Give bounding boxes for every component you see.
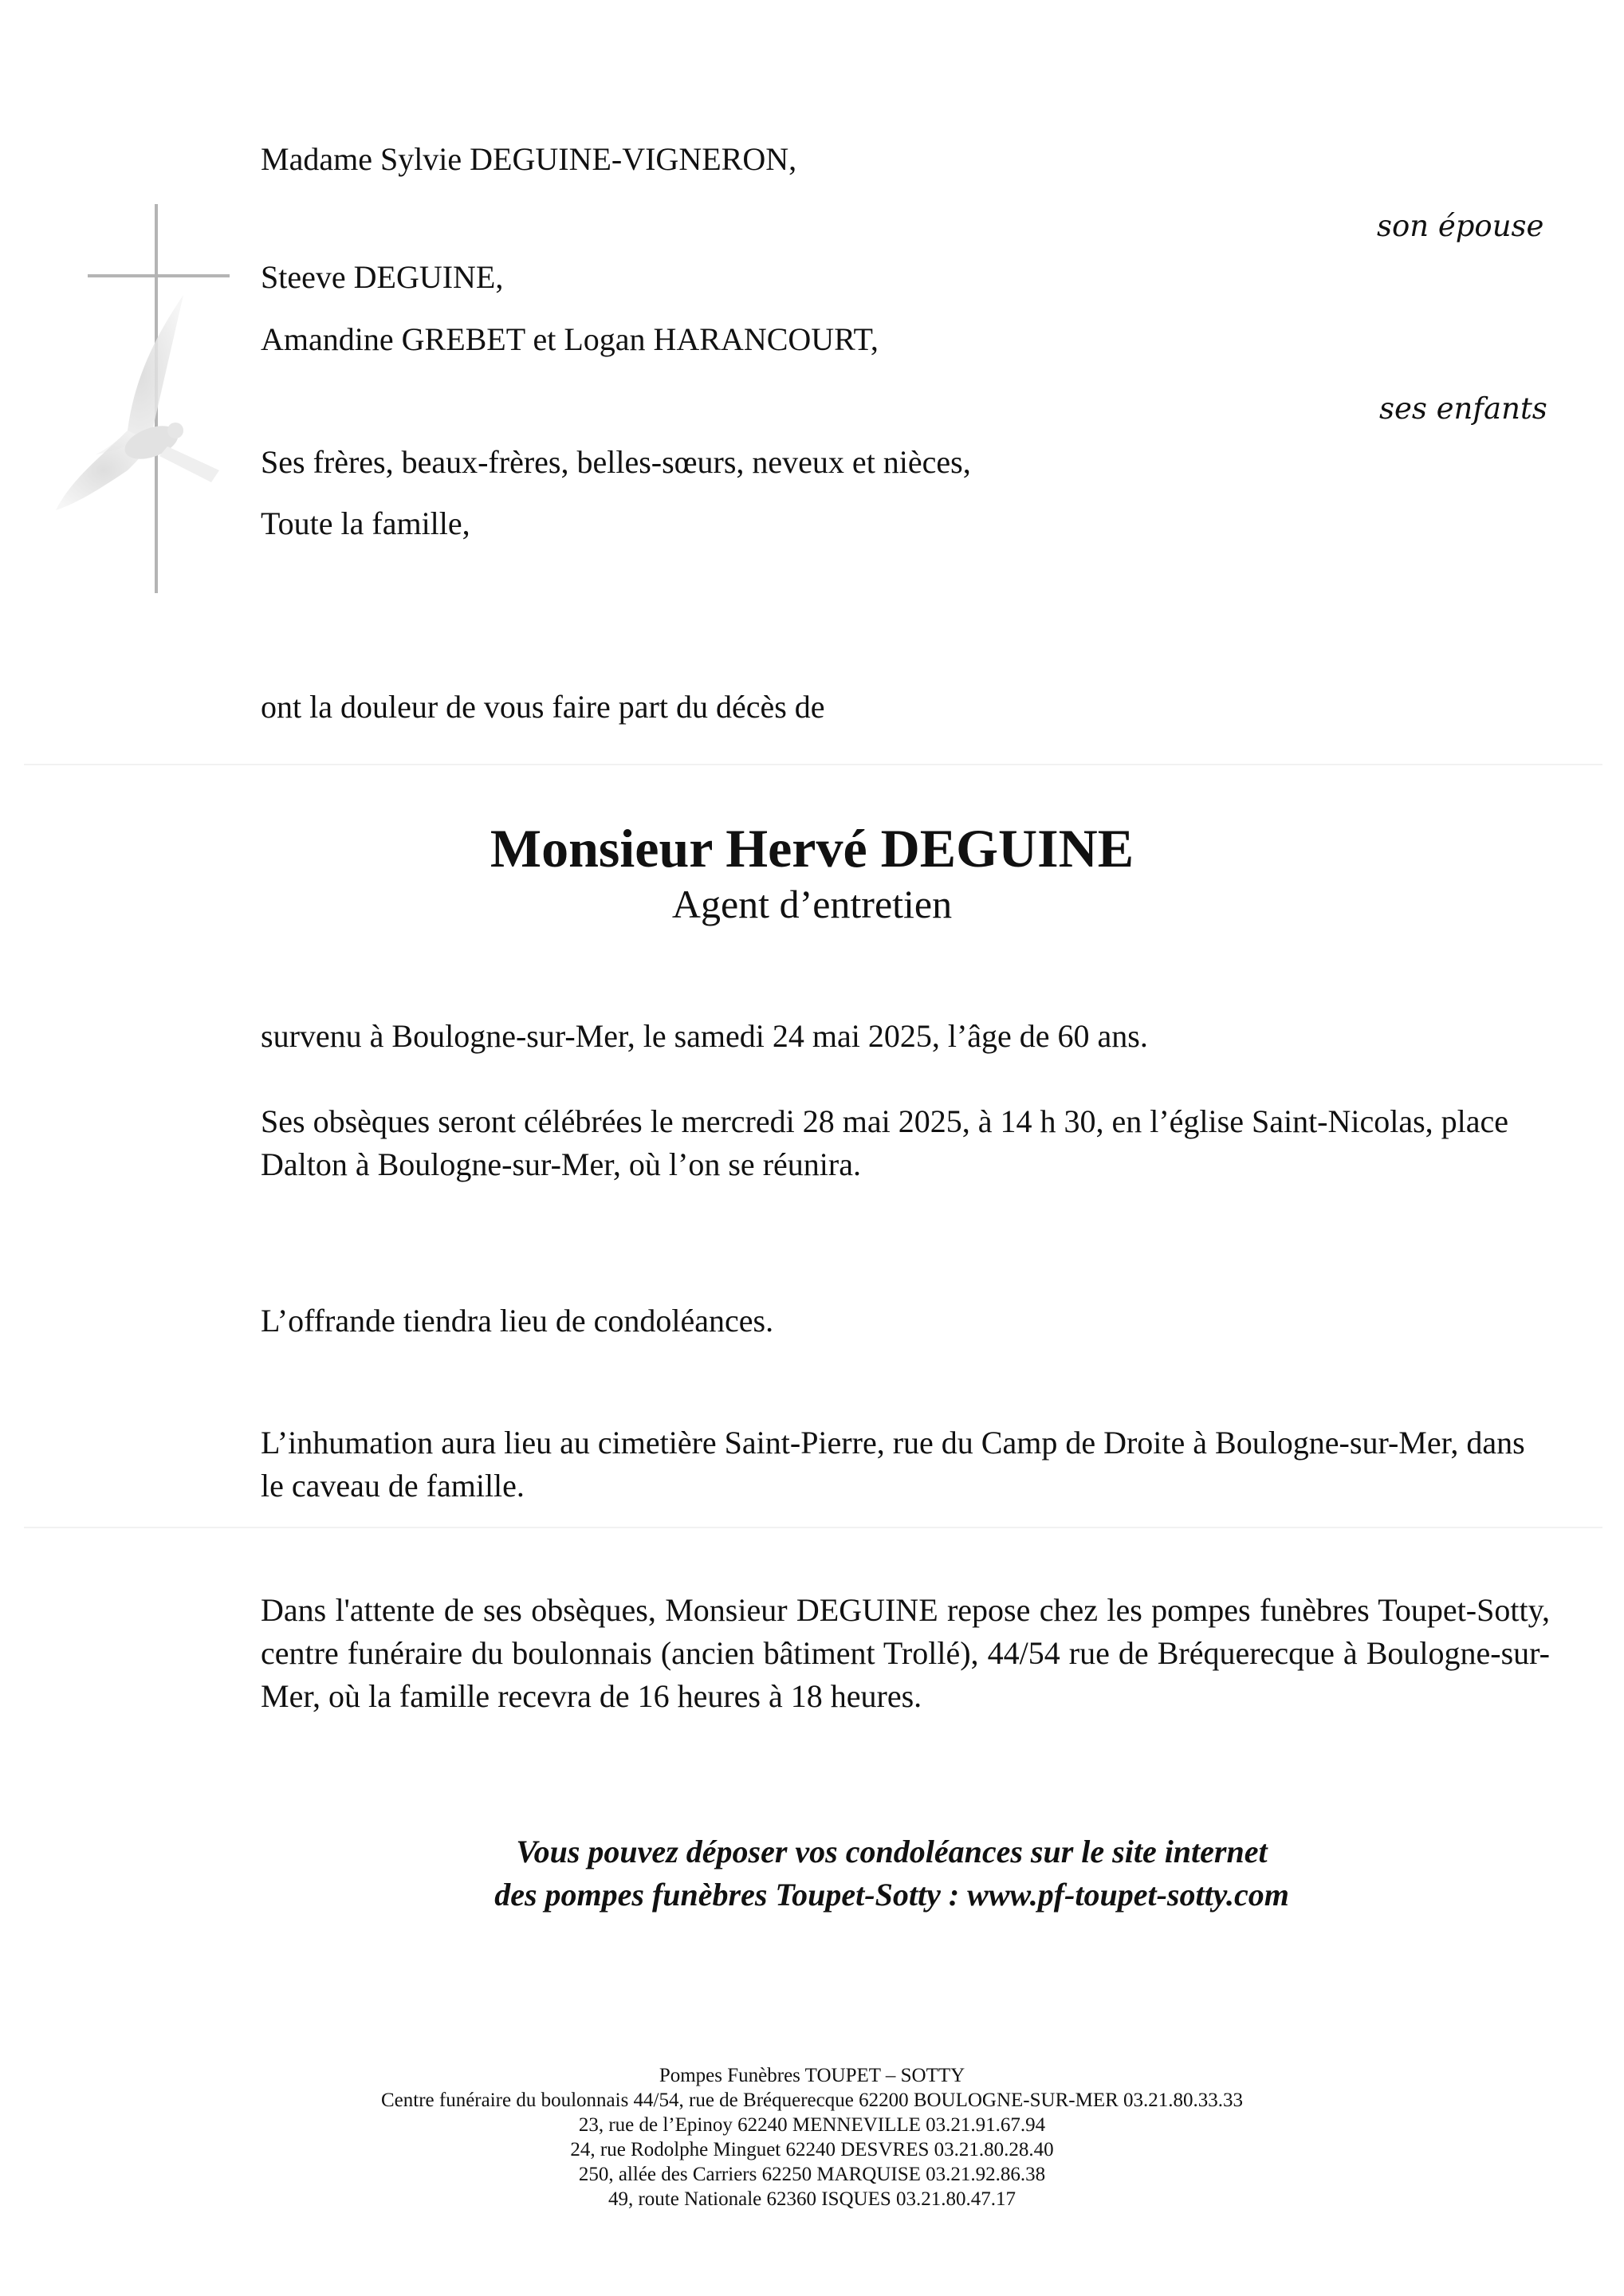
child-line-1: Steeve DEGUINE,	[261, 259, 504, 295]
spouse-name: Madame Sylvie DEGUINE-VIGNERON,	[261, 141, 797, 177]
burial-details: L’inhumation aura lieu au cimetière Saint-Pierre, rue du Camp de Droite à Boulogne-sur-Mer, dans le caveau de famille.	[261, 1425, 1525, 1504]
child-line-2: Amandine GREBET et Logan HARANCOURT,	[261, 321, 879, 357]
rest-details: Dans l'attente de ses obsèques, Monsieur DEGUINE repose chez les pompes funèbres Toupet-Sotty, centre funéraire du boulonnais (ancien bâtiment Trollé), 44/54 rue de Bréquerecque à Boulogne-sur-Mer, où la famille recevra de 16 heures à 18 heures.	[261, 1592, 1550, 1714]
deceased-profession: Agent d’entretien	[671, 882, 953, 926]
relatives-line: Ses frères, beaux-frères, belles-sœurs, neveux et nièces,	[261, 444, 971, 480]
footer-address: 24, rue Rodolphe Minguet 62240 DESVRES 03.21.80.28.40	[570, 2139, 1054, 2160]
dove-icon	[48, 271, 239, 526]
announcement-intro: ont la douleur de vous faire part du décès de	[261, 689, 825, 725]
family-line: Toute la famille,	[261, 505, 470, 541]
death-info: survenu à Boulogne-sur-Mer, le samedi 24 mai 2025, l’âge de 60 ans.	[261, 1018, 1148, 1054]
children-role: ses enfants	[1379, 391, 1547, 426]
scan-artifact-line	[24, 1527, 1602, 1528]
deceased-name: Monsieur Hervé DEGUINE	[490, 818, 1134, 879]
footer-company: Pompes Funèbres TOUPET – SOTTY	[659, 2065, 965, 2086]
spouse-role: son épouse	[1377, 209, 1544, 243]
footer	[0, 2063, 1624, 2211]
scan-artifact-line	[24, 764, 1602, 765]
footer-address: Centre funéraire du boulonnais 44/54, rue de Bréquerecque 62200 BOULOGNE-SUR-MER 03.21.80.33.33	[380, 2090, 1244, 2111]
condolences-line-1: Vous pouvez déposer vos condoléances sur le site internet	[516, 1834, 1268, 1869]
footer-address: 23, rue de l’Epinoy 62240 MENNEVILLE 03.21.91.67.94	[578, 2114, 1046, 2136]
footer-address: 250, allée des Carriers 62250 MARQUISE 03.21.92.86.38	[578, 2164, 1046, 2185]
offering-details: L’offrande tiendra lieu de condoléances.	[261, 1303, 774, 1339]
condolences-prefix: des pompes funèbres Toupet-Sotty :	[494, 1877, 968, 1913]
footer-address: 49, route Nationale 62360 ISQUES 03.21.80.47.17	[608, 2188, 1016, 2210]
funeral-details: Ses obsèques seront célébrées le mercredi 28 mai 2025, à 14 h 30, en l’église Saint-Nicolas, place Dalton à Boulogne-sur-Mer, où l’on se réunira.	[261, 1103, 1509, 1182]
condolences-line-2	[247, 1873, 1536, 1917]
condolences-notice	[247, 1830, 1536, 1917]
website-link[interactable]: www.pf-toupet-sotty.com	[967, 1877, 1289, 1913]
